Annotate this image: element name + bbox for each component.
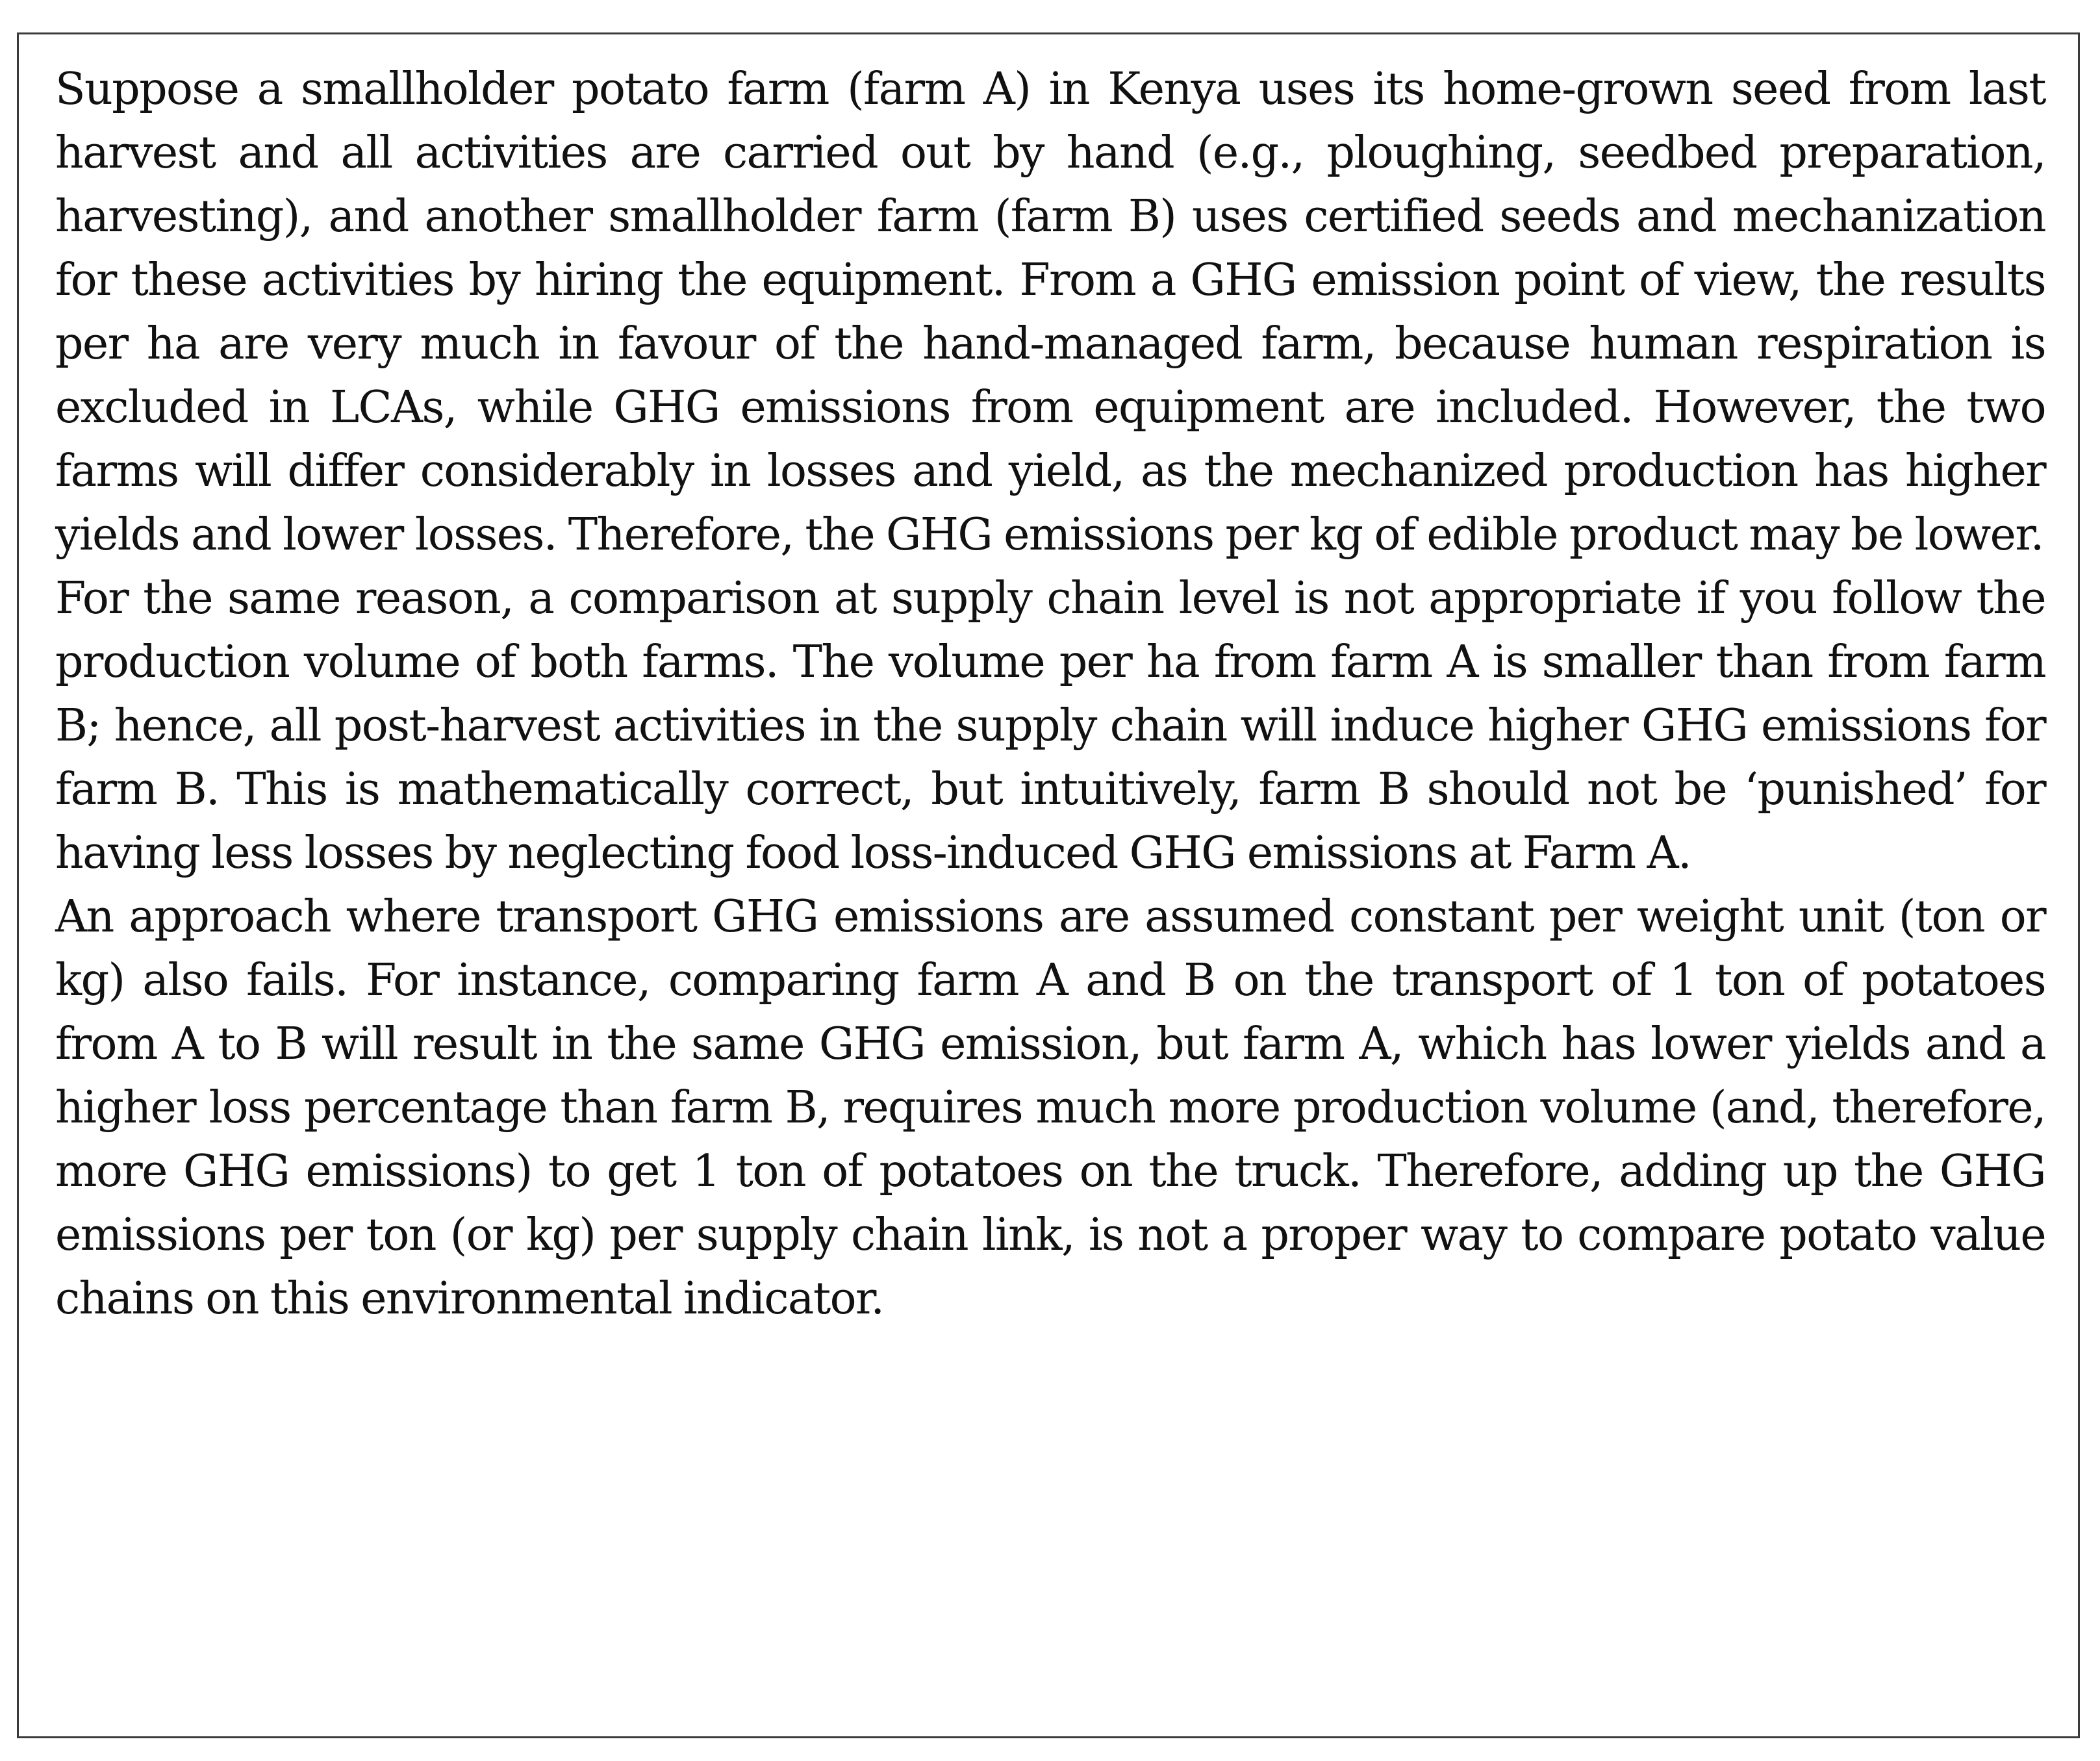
paragraph-farm-comparison: Suppose a smallholder potato farm (farm A) in Kenya uses its home-grown seed from last harvest and all activities are carried out by hand (e.g., ploughing, seedbed preparation, harvesting), and another smallholder farm (farm B) uses certified seeds and mechanization for these activities by hiring the equipment. From a GHG emission point of view, the results per ha are very much in favour of the hand-managed farm, because human respiration is excluded in LCAs, while GHG emissions from equipment are included. However, the two farms will differ considerably in losses and yield, as the mechanized production has higher yields and lower losses. Therefore, the GHG emissions per kg of edible product may be lower. xyxy=(55,64,2045,561)
paragraph-supply-chain-level: For the same reason, a comparison at supply chain level is not appropriate if you follow the production volume of both farms. The volume per ha from farm A is smaller than from farm B; hence, all post-harvest activities in the supply chain will induce higher GHG emissions for farm B. This is mathematically correct, but intuitively, farm B should not be ‘punished’ for having less losses by neglecting food loss-induced GHG emissions at Farm A. xyxy=(55,573,2045,879)
text-box-content xyxy=(55,58,2045,1331)
paragraph-transport-approach: An approach where transport GHG emissions are assumed constant per weight unit (ton or kg) also fails. For instance, comparing farm A and B on the transport of 1 ton of potatoes from A to B will result in the same GHG emission, but farm A, which has lower yields and a higher loss percentage than farm B, requires much more production volume (and, therefore, more GHG emissions) to get 1 ton of potatoes on the truck. Therefore, adding up the GHG emissions per ton (or kg) per supply chain link, is not a proper way to compare potato value chains on this environmental indicator. xyxy=(55,891,2045,1324)
text-box xyxy=(17,32,2080,1738)
